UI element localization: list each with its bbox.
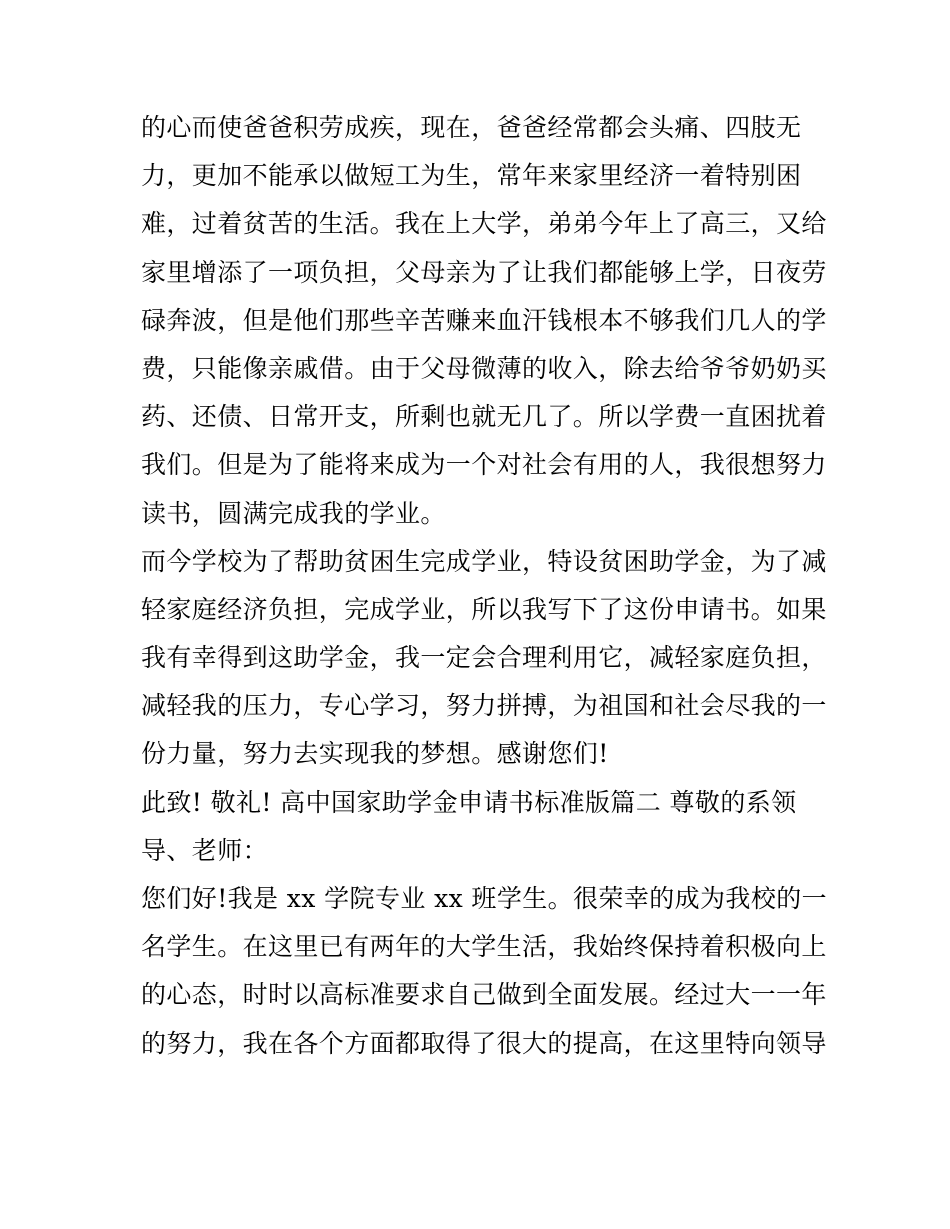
text-line-2: 力，更加不能承以做短工为生，常年来家里经济一着特别困 (141, 161, 802, 191)
document-body (141, 104, 828, 1068)
text-line-4: 家里增添了一项负担，父母亲为了让我们都能够上学，日夜劳 (141, 257, 827, 287)
text-line-10: 而今学校为了帮助贫困生完成学业，特设贫困助学金，为了减 (141, 546, 827, 576)
text-line-15: 此致! 敬礼! 高中国家助学金申请书标准版篇二 尊敬的系领 (141, 787, 797, 817)
text-line-3: 难，过着贫苦的生活。我在上大学，弟弟今年上了高三，又给 (141, 209, 827, 239)
text-line-14: 份力量，努力去实现我的梦想。感谢您们! (141, 739, 609, 769)
text-line-13: 减轻我的压力，专心学习，努力拼搏，为祖国和社会尽我的一 (141, 691, 827, 721)
text-line-18: 名学生。在这里已有两年的大学生活，我始终保持着积极向上 (141, 932, 827, 962)
text-line-19: 的心态，时时以高标准要求自己做到全面发展。经过大一一年 (141, 980, 827, 1010)
text-line-16: 导、老师： (141, 835, 269, 865)
text-line-17: 您们好!我是 xx 学院专业 xx 班学生。很荣幸的成为我校的一 (141, 884, 828, 913)
text-line-9: 读书，圆满完成我的学业。 (141, 498, 446, 528)
text-line-1: 的心而使爸爸积劳成疾，现在，爸爸经常都会头痛、四肢无 (141, 113, 802, 142)
text-line-5: 碌奔波，但是他们那些辛苦赚来血汗钱根本不够我们几人的学 (141, 305, 827, 335)
text-line-12: 我有幸得到这助学金，我一定会合理利用它，减轻家庭负担， (141, 643, 827, 673)
text-line-20: 的努力，我在各个方面都取得了很大的提高，在这里特向领导 (141, 1028, 827, 1058)
text-line-11: 轻家庭经济负担，完成学业，所以我写下了这份申请书。如果 (141, 594, 827, 624)
text-line-7: 药、还债、日常开支，所剩也就无几了。所以学费一直困扰着 (141, 402, 827, 432)
text-line-6: 费，只能像亲戚借。由于父母微薄的收入，除去给爷爷奶奶买 (141, 353, 827, 383)
text-line-8: 我们。但是为了能将来成为一个对社会有用的人，我很想努力 (141, 450, 827, 480)
